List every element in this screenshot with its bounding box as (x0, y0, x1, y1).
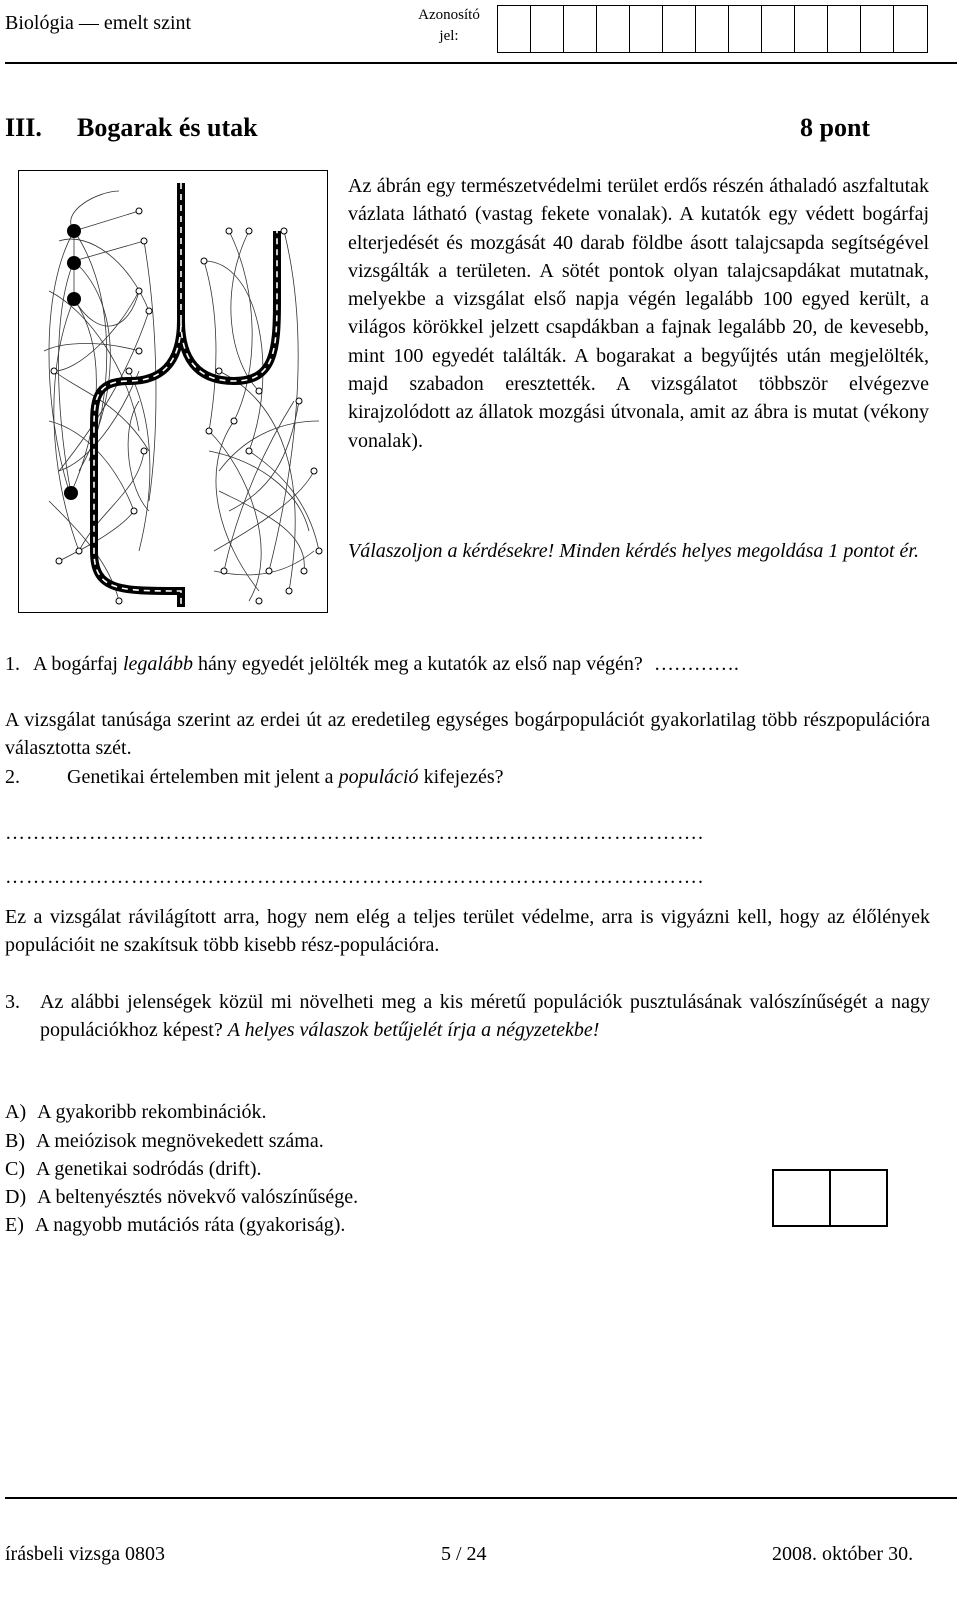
q1-text-b: hány egyedét jelölték meg a kutatók az első nap végén? (192, 653, 643, 675)
q2-number: 2. (5, 766, 20, 788)
option-a-text: A gyakoribb rekombinációk. (37, 1101, 267, 1123)
option-c (5, 1158, 262, 1181)
header-rule (5, 62, 957, 64)
option-d (5, 1186, 358, 1209)
intro-paragraph: Az ábrán egy természetvédelmi terület erdős részén áthaladó aszfaltutak vázlata látható (vastag fekete vonalak). A kutatók egy védett bogárfaj elterjedését és mozgását 40 darab földbe ásott talajcsapda segítségével vizsgálták a területen. A sötét pontok olyan talajcsapdákat mutatnak, melyekbe a vizsgálat első napja végén legalább 100 egyed került, a világos körökkel jelzett csapdákban a fajnak legalább 20, de kevesebb, mint 100 egyedét találták. A bogarakat a begyűjtés után megjelölték, majd szabadon eresztették. A vizsgálatot többször elvégezve kirajzolódott az állatok mozgási útvonala, amit az ábra is mutat (vékony vonalak). (348, 175, 929, 452)
instruction-text: Válaszoljon a kérdésekre! Minden kérdés helyes megoldása 1 pontot ér. (348, 540, 919, 562)
question-1 (5, 650, 930, 678)
q2-text-em: populáció (338, 766, 419, 788)
q3-body (40, 988, 930, 1045)
footer-rule (5, 1497, 957, 1499)
option-d-text: A beltenyésztés növekvő valószínűsége. (37, 1186, 359, 1208)
q1-text-em: legalább (122, 653, 193, 675)
option-a-letter: A) (5, 1101, 27, 1123)
road-map-diagram (19, 171, 326, 611)
question-2 (5, 763, 930, 791)
q2-answer-line-2[interactable]: ………………………………………………………………………………………. (5, 866, 704, 888)
option-d-letter: D) (5, 1186, 27, 1208)
section-number: III. (5, 113, 42, 142)
q3-text: Az alábbi jelenségek közül mi növelheti meg a kis méretű populációk pusztulásának valószínűségét a nagy populációkhoz képest? (40, 991, 930, 1042)
option-c-text: A genetikai sodródás (drift). (36, 1158, 262, 1180)
q1-number: 1. (5, 653, 20, 675)
answer-box-2[interactable] (831, 1171, 886, 1225)
option-e (5, 1214, 345, 1237)
footer-page-number: 5 / 24 (441, 1543, 487, 1565)
instruction (348, 537, 929, 565)
id-code-boxes (497, 5, 928, 53)
q3-instruction: A helyes válaszok betűjelét írja a négyzetekbe! (227, 1019, 600, 1042)
q3-answer-boxes[interactable] (772, 1169, 888, 1227)
context-3: Ez a vizsgálat rávilágított arra, hogy nem elég a teljes terület védelme, arra is vigyázni kell, hogy az élőlények populációit ne szakítsuk több kisebb rész-populációra. (5, 906, 930, 957)
q2-text-a: Genetikai értelemben mit jelent a (67, 766, 339, 788)
id-label-line2: jel: (439, 28, 459, 44)
road-beetle-figure (18, 170, 328, 613)
road-center-marks (94, 183, 277, 607)
option-e-letter: E) (5, 1214, 24, 1236)
q2-answer-line-1[interactable]: ………………………………………………………………………………………. (5, 822, 704, 844)
option-b-text: A meiózisok megnövekedett száma. (36, 1130, 324, 1152)
header-subject: Biológia — emelt szint (5, 12, 192, 34)
q2-text-b: kifejezés? (418, 766, 504, 788)
id-label-line1: Azonosító (418, 7, 480, 23)
id-label (412, 5, 486, 47)
roads (94, 183, 277, 607)
footer-date: 2008. október 30. (772, 1543, 914, 1565)
answer-box-1[interactable] (774, 1171, 831, 1225)
option-a (5, 1101, 267, 1124)
option-b-letter: B) (5, 1130, 25, 1152)
q1-answer-dots[interactable]: …………. (653, 653, 739, 675)
option-e-text: A nagyobb mutációs ráta (gyakoriság). (34, 1214, 346, 1236)
q3-number: 3. (5, 991, 20, 1013)
option-b (5, 1130, 324, 1153)
option-c-letter: C) (5, 1158, 25, 1180)
footer-left: írásbeli vizsga 0803 (5, 1543, 165, 1565)
section-points: 8 pont (800, 113, 871, 142)
q1-text-a: A bogárfaj (33, 653, 123, 675)
context-2: A vizsgálat tanúsága szerint az erdei út az eredetileg egységes bogárpopulációt gyakorlatilag több részpopulációra választotta szét. (5, 709, 930, 760)
section-title: Bogarak és utak (77, 113, 258, 142)
